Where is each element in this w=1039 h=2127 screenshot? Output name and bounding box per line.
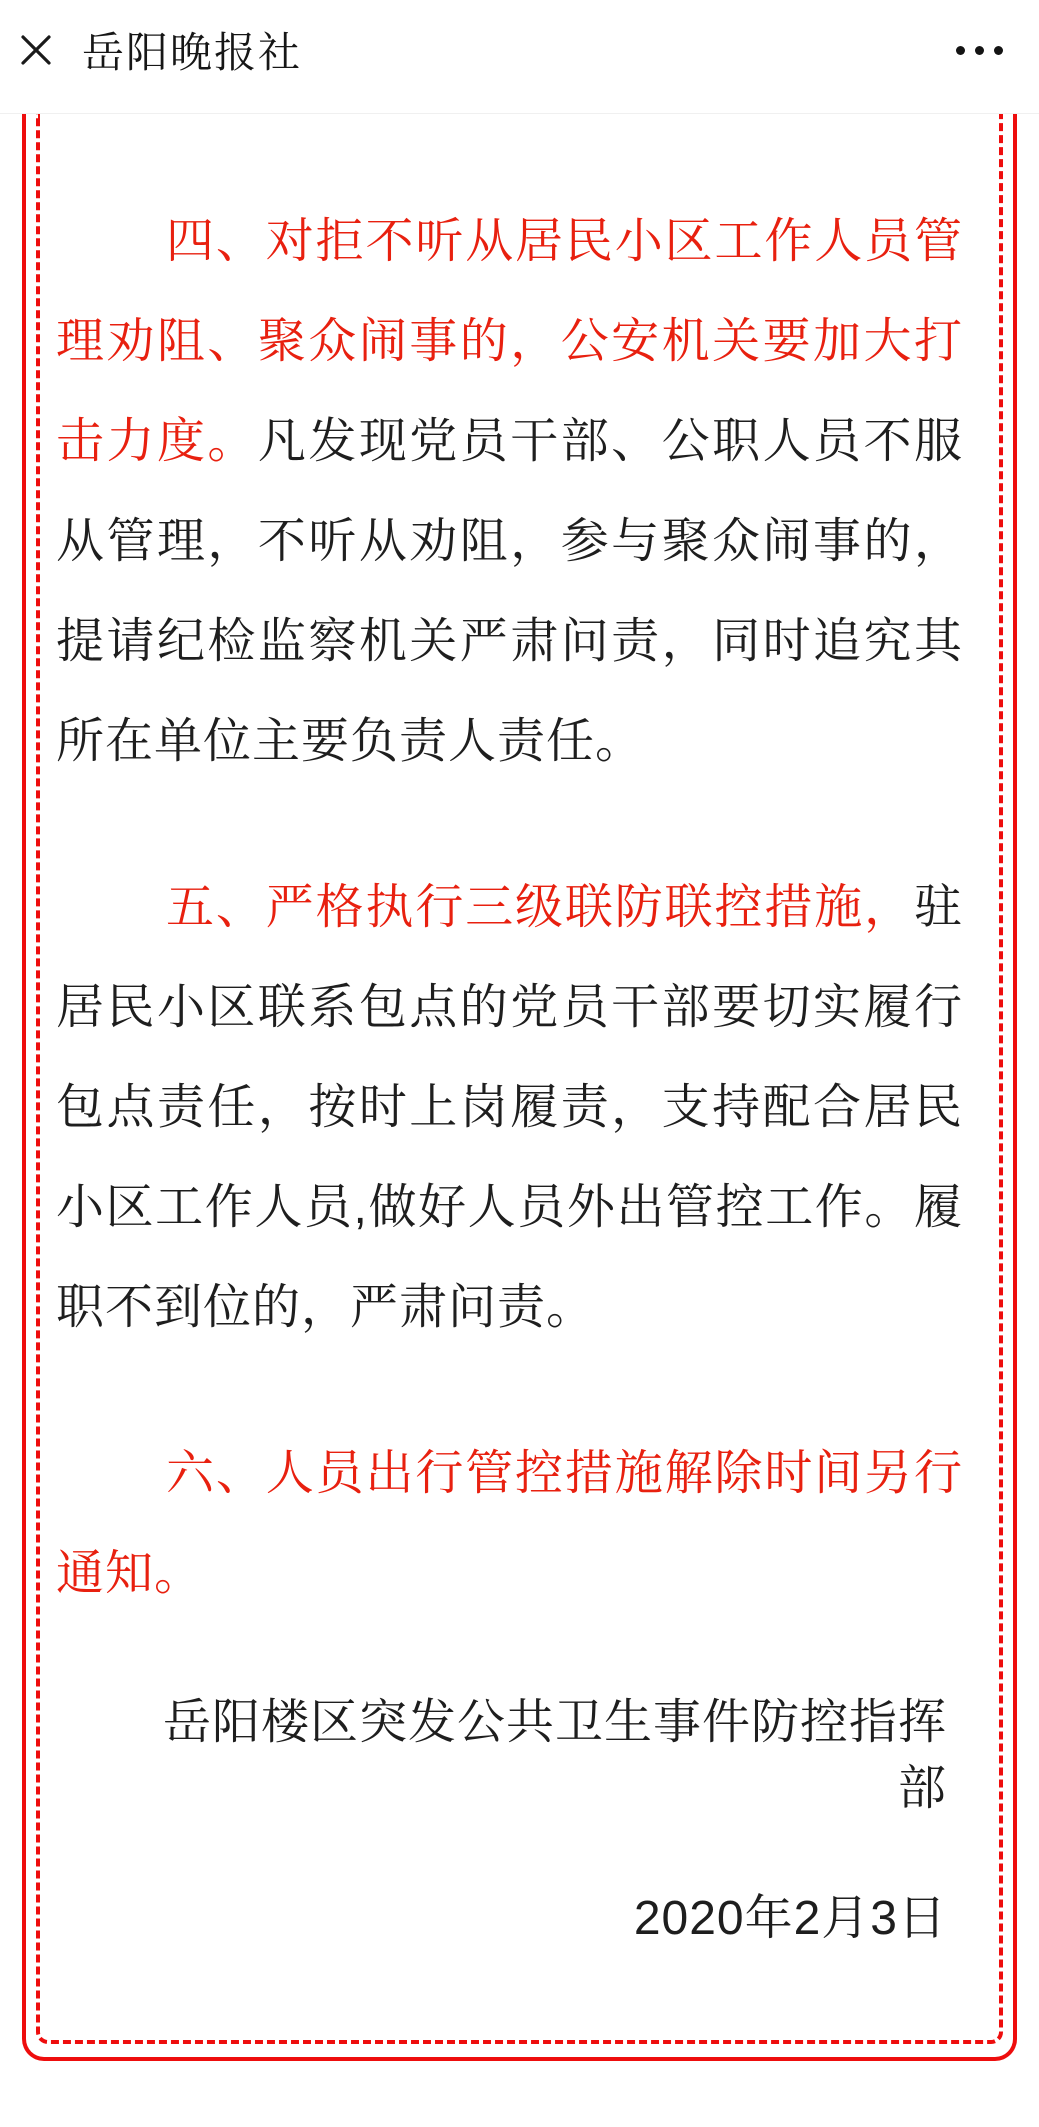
close-button[interactable] <box>12 26 60 74</box>
header-row <box>0 0 1039 100</box>
more-icon <box>956 46 1003 55</box>
more-options-button[interactable] <box>950 40 1009 61</box>
page-title: 岳阳晚报社 <box>82 29 303 76</box>
text-segment-red: 四、对拒不听从居民小区工作人员管理劝阻、聚众闹事的，公安机关要加大打击力度。 <box>56 215 963 468</box>
header-bar <box>0 0 1039 114</box>
text-segment-black: 凡发现党员干部、公职人员不服从管理，不听从劝阻，参与聚众闹事的，提请纪检监察机关严肃问责，同时追究其所在单位主要负责人责任。 <box>56 415 963 768</box>
document-paragraph <box>56 1424 963 1624</box>
text-segment-red: 五、严格执行三级联防联控措施， <box>166 881 914 934</box>
document-paragraph <box>56 192 963 792</box>
document-paragraph <box>56 858 963 1358</box>
signature-line: 岳阳楼区突发公共卫生事件防控指挥部 <box>162 1696 947 1815</box>
article-card-outer-border <box>22 114 1017 2061</box>
text-segment-black: 驻居民小区联系包点的党员干部要切实履行包点责任，按时上岗履责，支持配合居民小区工作人员,做好人员外出管控工作。履职不到位的，严肃问责。 <box>56 881 963 1334</box>
article-card-inner-border <box>36 114 1003 2044</box>
paragraphs-container <box>56 192 963 1624</box>
text-segment-red: 六、人员出行管控措施解除时间另行通知。 <box>56 1447 963 1600</box>
close-icon <box>16 30 56 70</box>
article-content[interactable] <box>40 114 999 1952</box>
date-line: 2020年2月3日 <box>633 1892 947 1945</box>
